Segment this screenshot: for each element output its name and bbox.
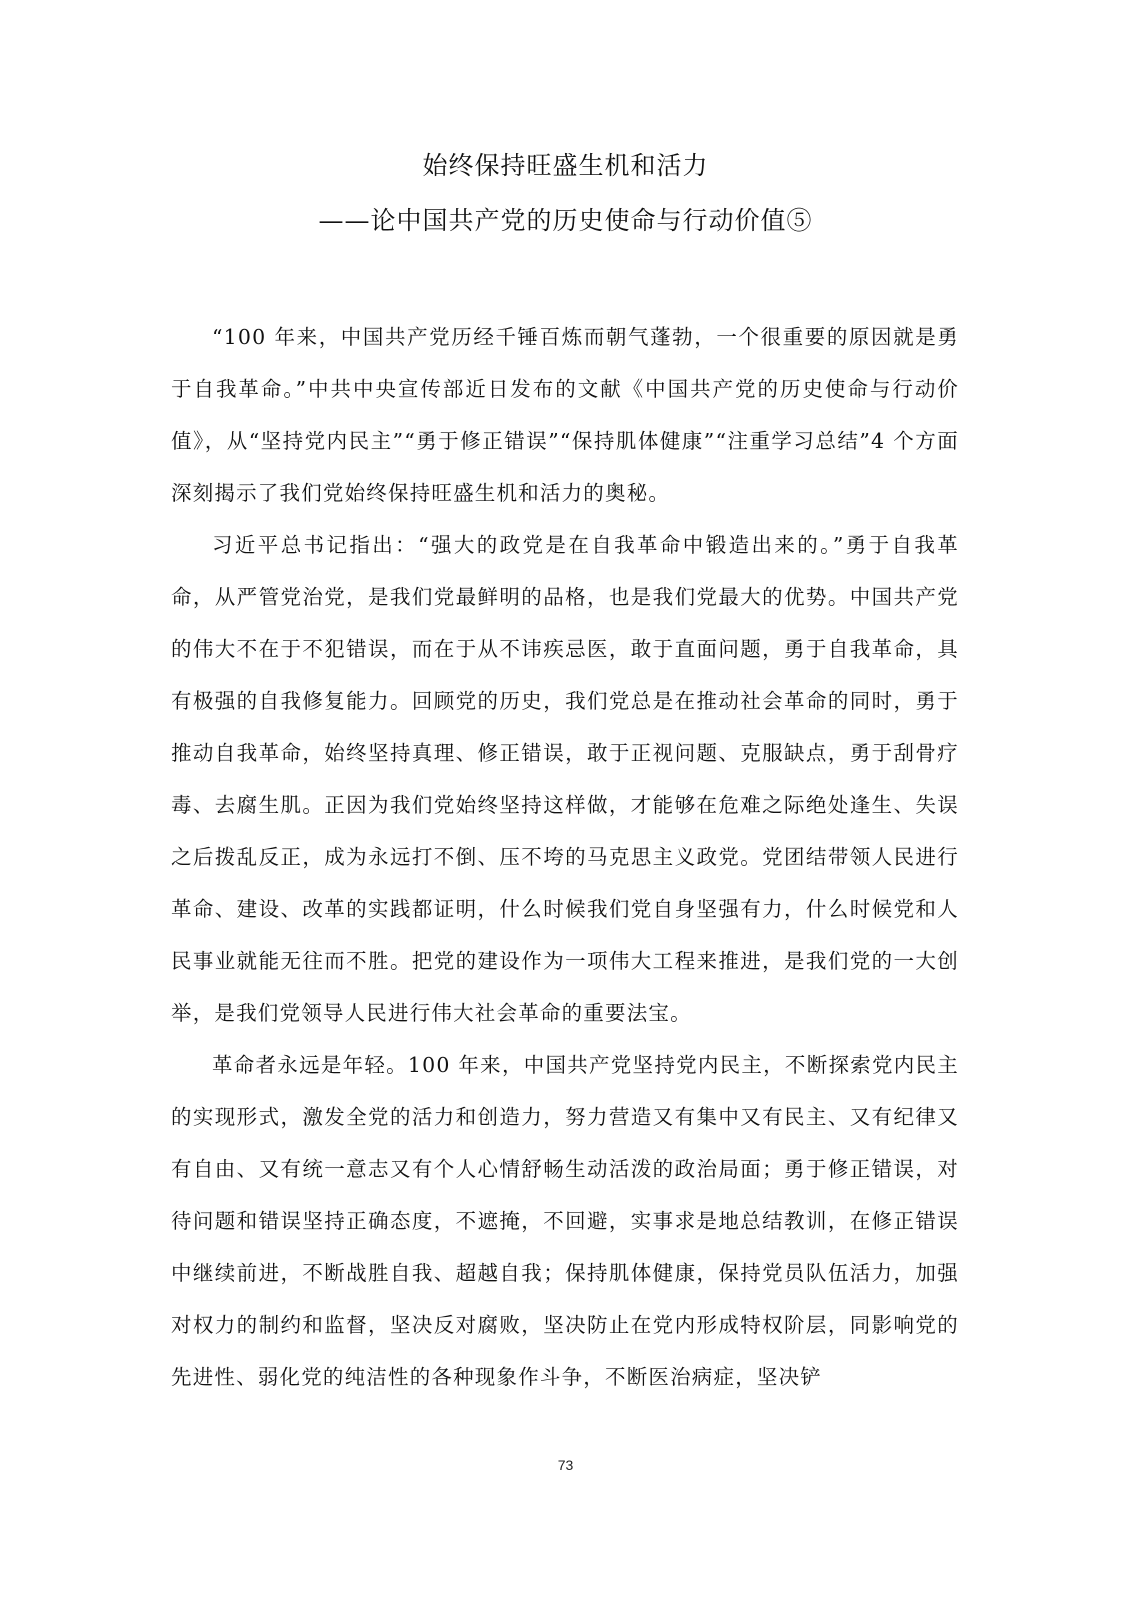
paragraph: 革命者永远是年轻。100 年来，中国共产党坚持党内民主，不断探索党内民主的实现形式，激发全党的活力和创造力，努力营造又有集中又有民主、又有纪律又有自由、又有统一意志又有个人心情舒畅生动活泼的政治局面；勇于修正错误，对待问题和错误坚持正确态度，不遮掩，不回避，实事求是地总结教训，在修正错误中继续前进，不断战胜自我、超越自我；保持肌体健康，保持党员队伍活力，加强对权力的制约和监督，坚决反对腐败，坚决防止在党内形成特权阶层，同影响党的先进性、弱化党的纯洁性的各种现象作斗争，不断医治病症，坚决铲: [171, 1053, 959, 1389]
article-subtitle: ——论中国共产党的历史使命与行动价值⑤: [318, 206, 813, 235]
paragraph: 习近平总书记指出：“强大的政党是在自我革命中锻造出来的。”勇于自我革命，从严管党治党，是我们党最鲜明的品格，也是我们党最大的优势。中国共产党的伟大不在于不犯错误，而在于从不讳疾忌医，敢于直面问题，勇于自我革命，具有极强的自我修复能力。回顾党的历史，我们党总是在推动社会革命的同时，勇于推动自我革命，始终坚持真理、修正错误，敢于正视问题、克服缺点，勇于刮骨疗毒、去腐生肌。正因为我们党始终坚持这样做，才能够在危难之际绝处逢生、失误之后拨乱反正，成为永远打不倒、压不垮的马克思主义政党。党团结带领人民进行革命、建设、改革的实践都证明，什么时候我们党自身坚强有力，什么时候党和人民事业就能无往而不胜。把党的建设作为一项伟大工程来推进，是我们党的一大创举，是我们党领导人民进行伟大社会革命的重要法宝。: [171, 533, 959, 1025]
page-number: 73: [557, 1457, 574, 1473]
article-body: [171, 311, 959, 1403]
paragraph: “100 年来，中国共产党历经千锤百炼而朝气蓬勃，一个很重要的原因就是勇于自我革命。”中共中央宣传部近日发布的文献《中国共产党的历史使命与行动价值》，从“坚持党内民主”“勇于修正错误”“保持肌体健康”“注重学习总结”4 个方面深刻揭示了我们党始终保持旺盛生机和活力的奥秘。: [171, 325, 959, 505]
article-title: 始终保持旺盛生机和活力: [422, 151, 709, 180]
